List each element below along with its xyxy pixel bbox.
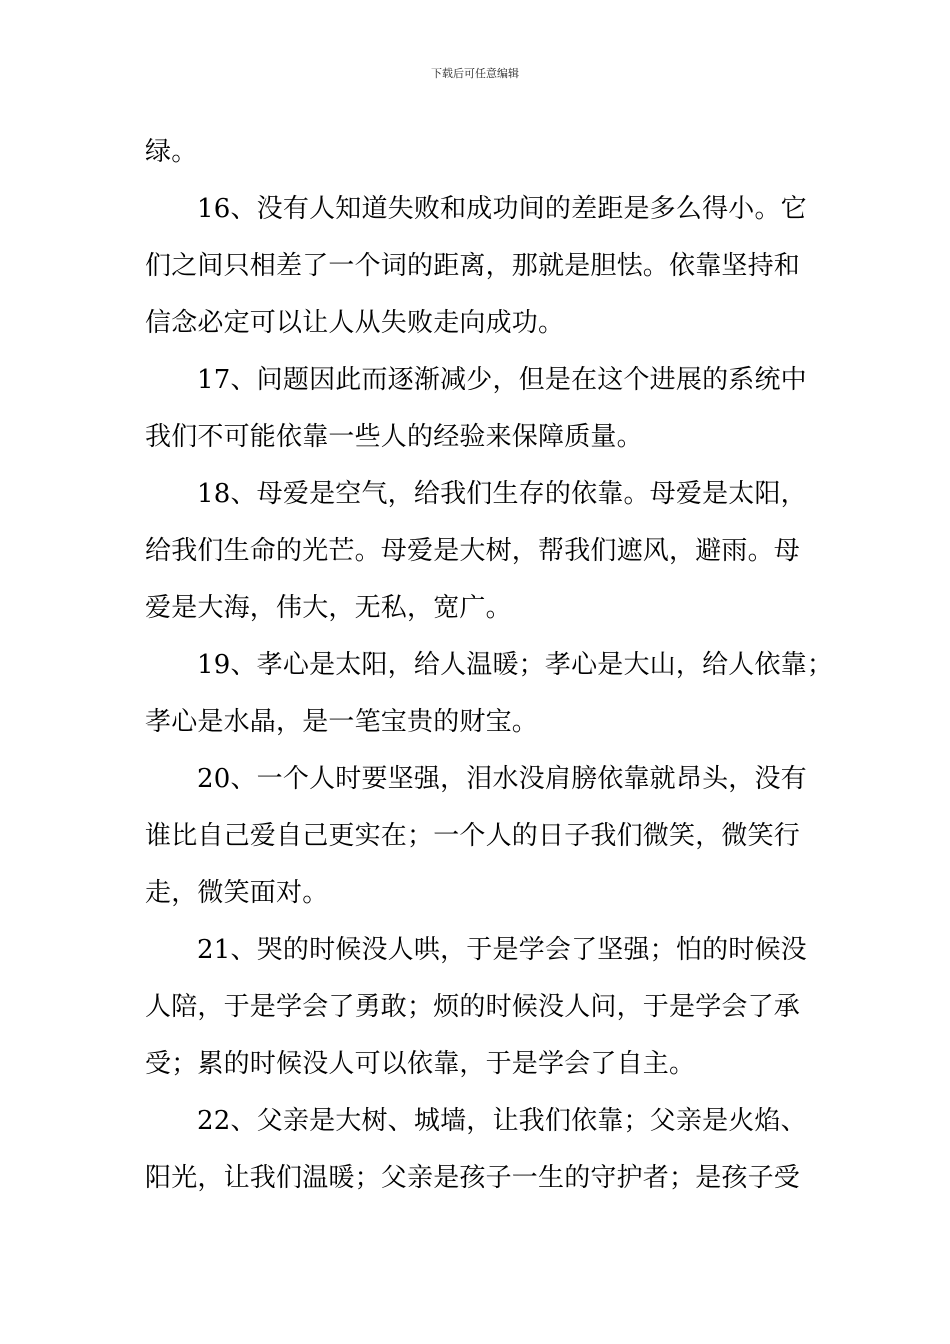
- paragraph-first-line: 20、一个人时要坚强，泪水没肩膀依靠就昂头，没有: [197, 764, 807, 794]
- text-line: 给我们生命的光芒。母爱是大树，帮我们遮风，避雨。母: [145, 536, 801, 566]
- text-line: 走，微笑面对。: [145, 878, 329, 908]
- text-line: 我们不可能依靠一些人的经验来保障质量。: [145, 422, 643, 452]
- text-line: 人陪，于是学会了勇敢；烦的时候没人问，于是学会了承: [145, 992, 801, 1022]
- text-line: 们之间只相差了一个词的距离，那就是胆怯。依靠坚持和: [145, 251, 801, 281]
- text-line: 爱是大海，伟大，无私，宽广。: [145, 593, 512, 623]
- page-header: 下载后可任意编辑: [431, 67, 519, 80]
- text-line: 信念必定可以让人从失败走向成功。: [145, 308, 565, 338]
- paragraph-first-line: 17、问题因此而逐渐减少，但是在这个进展的系统中: [197, 365, 807, 395]
- paragraph-first-line: 21、哭的时候没人哄，于是学会了坚强；怕的时候没: [197, 935, 807, 965]
- text-line: 阳光，让我们温暖；父亲是孩子一生的守护者；是孩子受: [145, 1163, 801, 1193]
- text-line: 孝心是水晶，是一笔宝贵的财宝。: [145, 707, 539, 737]
- text-line: 绿。: [145, 137, 198, 167]
- paragraph-first-line: 19、孝心是太阳，给人温暖；孝心是大山，给人依靠；: [197, 650, 834, 680]
- paragraph-first-line: 16、没有人知道失败和成功间的差距是多么得小。它: [197, 194, 807, 224]
- text-line: 谁比自己爱自己更实在；一个人的日子我们微笑，微笑行: [145, 821, 801, 851]
- paragraph-first-line: 22、父亲是大树、城墙，让我们依靠；父亲是火焰、: [197, 1106, 807, 1136]
- paragraph-first-line: 18、母爱是空气，给我们生存的依靠。母爱是太阳，: [197, 479, 807, 509]
- text-line: 受；累的时候没人可以依靠，于是学会了自主。: [145, 1049, 696, 1079]
